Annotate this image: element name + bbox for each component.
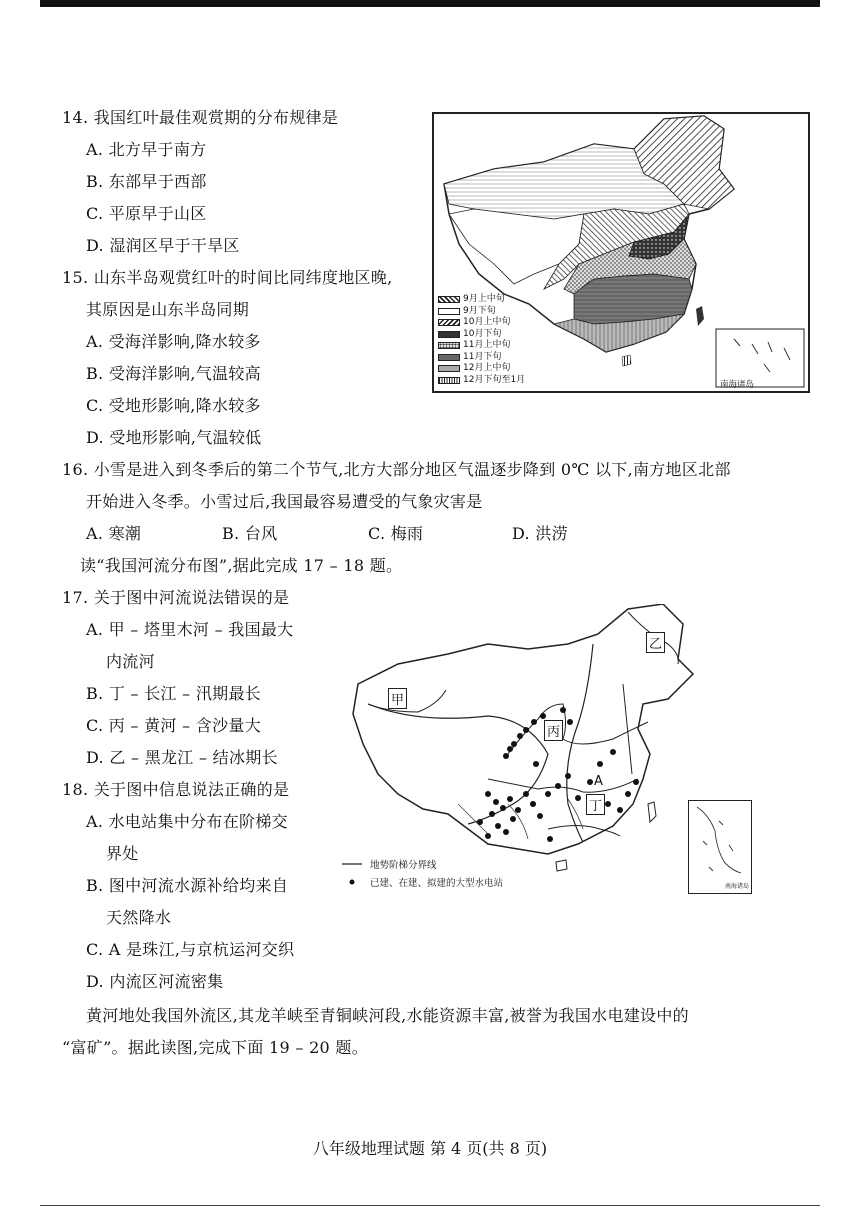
intro-19-20-line2: “富矿”。据此读图,完成下面 19 – 20 题。 xyxy=(62,1038,369,1057)
legend-label: 11月上中旬 xyxy=(463,340,511,350)
q16-stem-line1: 16. 小雪是进入到冬季后的第二个节气,北方大部分地区气温逐步降到 0℃ 以下,南方地区北部 xyxy=(62,460,731,479)
q14-option-b: B. 东部早于西部 xyxy=(86,172,207,191)
q17-option-a-line1: A. 甲 – 塔里木河 – 我国最大 xyxy=(86,620,294,639)
q18-option-b-line2: 天然降水 xyxy=(106,908,172,927)
legend-label: 12月下旬至1月 xyxy=(463,374,526,385)
q14-option-c: C. 平原早于山区 xyxy=(86,204,207,223)
legend-item xyxy=(438,329,525,341)
legend-step-line: 地势阶梯分界线 xyxy=(370,860,437,871)
intro-19-20-line1: 黄河地处我国外流区,其龙羊峡至青铜峡河段,水能资源丰富,被誉为我国水电建设中的 xyxy=(86,1006,689,1025)
legend-swatch xyxy=(438,365,460,372)
q18-option-c: C. A 是珠江,与京杭运河交织 xyxy=(86,940,295,959)
q17-option-c: C. 丙 – 黄河 – 含沙量大 xyxy=(86,716,261,735)
legend-item xyxy=(438,375,525,387)
top-border xyxy=(40,0,820,7)
legend-swatch xyxy=(438,296,460,303)
q16-option-b: B. 台风 xyxy=(222,524,278,543)
label-a: A xyxy=(594,774,603,789)
label-yi: 乙 xyxy=(646,632,665,653)
legend-label: 9月下旬 xyxy=(463,305,496,316)
q16-stem-line2: 开始进入冬季。小雪过后,我国最容易遭受的气象灾害是 xyxy=(86,492,483,511)
inset-drawing xyxy=(689,801,750,892)
legend-swatch xyxy=(438,377,460,384)
q15-option-a: A. 受海洋影响,降水较多 xyxy=(86,332,261,351)
q18-option-b-line1: B. 图中河流水源补给均来自 xyxy=(86,876,289,895)
legend-label: 11月下旬 xyxy=(463,351,502,362)
q18-option-d: D. 内流区河流密集 xyxy=(86,972,224,991)
q15-stem-line1: 15. 山东半岛观赏红叶的时间比同纬度地区晚, xyxy=(62,268,393,287)
legend-swatch xyxy=(438,354,460,361)
legend-item xyxy=(438,352,525,364)
q14-stem: 14. 我国红叶最佳观赏期的分布规律是 xyxy=(62,108,339,127)
inset-label: 南海诸岛 xyxy=(725,883,750,890)
q17-option-d: D. 乙 – 黑龙江 – 结冰期长 xyxy=(86,748,278,767)
q16-option-d: D. 洪涝 xyxy=(512,524,568,543)
page-footer: 八年级地理试题 第 4 页(共 8 页) xyxy=(312,1139,548,1158)
q17-option-a-line2: 内流河 xyxy=(106,652,155,671)
legend-label: 10月下旬 xyxy=(463,328,502,339)
q14-option-d: D. 湿润区早于干旱区 xyxy=(86,236,240,255)
q15-stem-line2: 其原因是山东半岛同期 xyxy=(86,300,250,319)
map1-inset-label: 南海诸岛 xyxy=(720,380,755,390)
legend-item xyxy=(438,363,525,375)
label-ding: 丁 xyxy=(586,794,605,815)
legend-item xyxy=(438,294,525,306)
q16-option-c: C. 梅雨 xyxy=(368,524,424,543)
q16-option-a: A. 寒潮 xyxy=(86,524,142,543)
intro-17-18: 读“我国河流分布图”,据此完成 17 – 18 题。 xyxy=(80,556,403,575)
label-bing: 丙 xyxy=(544,720,563,741)
legend-hydropower: 已建、在建、拟建的大型水电站 xyxy=(370,878,504,889)
q15-option-b: B. 受海洋影响,气温较高 xyxy=(86,364,261,383)
map1-legend xyxy=(438,294,525,386)
q14-option-a: A. 北方早于南方 xyxy=(86,140,207,159)
legend-label: 9月上中旬 xyxy=(463,294,505,304)
legend-swatch xyxy=(438,331,460,338)
q18-option-a-line1: A. 水电站集中分布在阶梯交 xyxy=(86,812,288,831)
legend-swatch xyxy=(438,308,460,315)
bottom-rule xyxy=(40,1205,820,1206)
legend-label: 10月上中旬 xyxy=(463,317,511,327)
legend-swatch xyxy=(438,319,460,326)
q15-option-c: C. 受地形影响,降水较多 xyxy=(86,396,261,415)
q18-stem: 18. 关于图中信息说法正确的是 xyxy=(62,780,290,799)
q17-stem: 17. 关于图中河流说法错误的是 xyxy=(62,588,290,607)
legend-item xyxy=(438,317,525,329)
legend-label: 12月上中旬 xyxy=(463,363,511,373)
legend-item xyxy=(438,340,525,352)
q18-option-a-line2: 界处 xyxy=(106,844,139,863)
legend-item xyxy=(438,306,525,318)
river-map-inset xyxy=(688,800,752,894)
legend-swatch xyxy=(438,342,460,349)
q17-option-b: B. 丁 – 长江 – 汛期最长 xyxy=(86,684,262,703)
q15-option-d: D. 受地形影响,气温较低 xyxy=(86,428,262,447)
label-jia: 甲 xyxy=(388,688,407,709)
